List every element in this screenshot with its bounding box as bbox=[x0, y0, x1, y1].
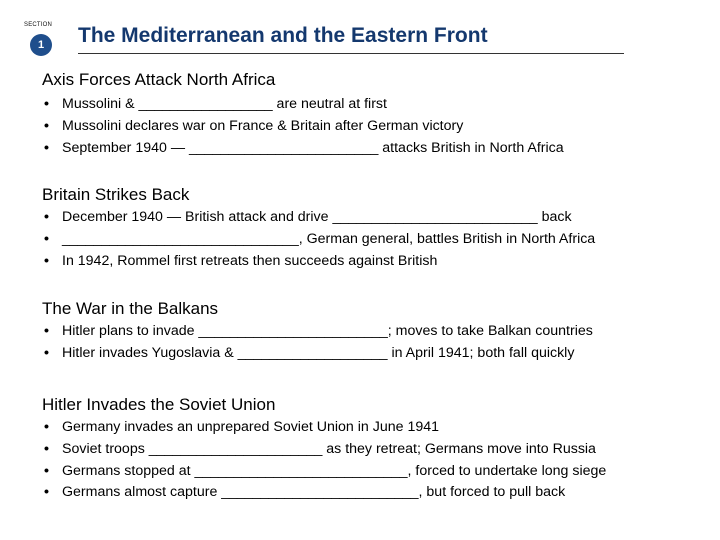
list-item bbox=[44, 207, 595, 229]
bullet-list-britain-strikes-back bbox=[44, 207, 595, 272]
section-number-badge: 1 bbox=[30, 34, 52, 56]
section-label: SECTION bbox=[24, 22, 53, 28]
bullet-text: In 1942, Rommel first retreats then succeeds against British bbox=[62, 252, 438, 269]
list-item bbox=[44, 343, 593, 365]
bullet-icon: • bbox=[44, 462, 49, 479]
bullet-icon: • bbox=[44, 484, 49, 501]
section-heading-britain-strikes-back: Britain Strikes Back bbox=[42, 185, 190, 204]
bullet-text: Hitler plans to invade ________________________; moves to take Balkan countries bbox=[62, 323, 593, 339]
title-underline bbox=[78, 53, 624, 54]
bullet-text: Germans stopped at ___________________________, forced to undertake long siege bbox=[62, 462, 607, 479]
bullet-text: Germany invades an unprepared Soviet Union in June 1941 bbox=[62, 419, 440, 435]
bullet-text: December 1940 — British attack and drive __________________________ back bbox=[62, 209, 572, 225]
bullet-icon: • bbox=[44, 323, 49, 339]
bullet-text: Mussolini & _________________ are neutral at first bbox=[62, 96, 387, 112]
list-item bbox=[44, 439, 606, 461]
list-item bbox=[44, 116, 564, 138]
list-item bbox=[44, 138, 564, 160]
bullet-text: Soviet troops ______________________ as they retreat; Germans move into Russia bbox=[62, 440, 596, 457]
bullet-icon: • bbox=[44, 344, 49, 361]
list-item bbox=[44, 461, 606, 483]
list-item bbox=[44, 251, 595, 273]
bullet-icon: • bbox=[44, 117, 49, 134]
bullet-text: ______________________________, German general, battles British in North Africa bbox=[62, 230, 596, 247]
bullet-icon: • bbox=[44, 252, 49, 269]
bullet-icon: • bbox=[44, 440, 49, 457]
bullet-text: Mussolini declares war on France & Britain after German victory bbox=[62, 117, 464, 134]
list-item bbox=[44, 482, 606, 504]
bullet-list-soviet-union bbox=[44, 417, 606, 504]
bullet-icon: • bbox=[44, 209, 49, 225]
bullet-text: Hitler invades Yugoslavia & ___________________ in April 1941; both fall quickly bbox=[62, 344, 575, 361]
bullet-icon: • bbox=[44, 230, 49, 247]
section-heading-north-africa: Axis Forces Attack North Africa bbox=[42, 70, 276, 89]
bullet-icon: • bbox=[44, 419, 49, 435]
list-item bbox=[44, 229, 595, 251]
bullet-icon: • bbox=[44, 96, 49, 112]
list-item bbox=[44, 94, 564, 116]
list-item bbox=[44, 321, 593, 343]
bullet-text: Germans almost capture _________________________, but forced to pull back bbox=[62, 484, 566, 501]
bullet-icon: • bbox=[44, 139, 49, 156]
section-heading-balkans: The War in the Balkans bbox=[42, 299, 219, 318]
bullet-list-balkans bbox=[44, 321, 593, 365]
list-item bbox=[44, 417, 606, 439]
page-title: The Mediterranean and the Eastern Front bbox=[78, 24, 488, 47]
bullet-text: September 1940 — ________________________ attacks British in North Africa bbox=[62, 139, 564, 156]
bullet-list-north-africa bbox=[44, 94, 564, 159]
section-heading-soviet-union: Hitler Invades the Soviet Union bbox=[42, 395, 276, 414]
